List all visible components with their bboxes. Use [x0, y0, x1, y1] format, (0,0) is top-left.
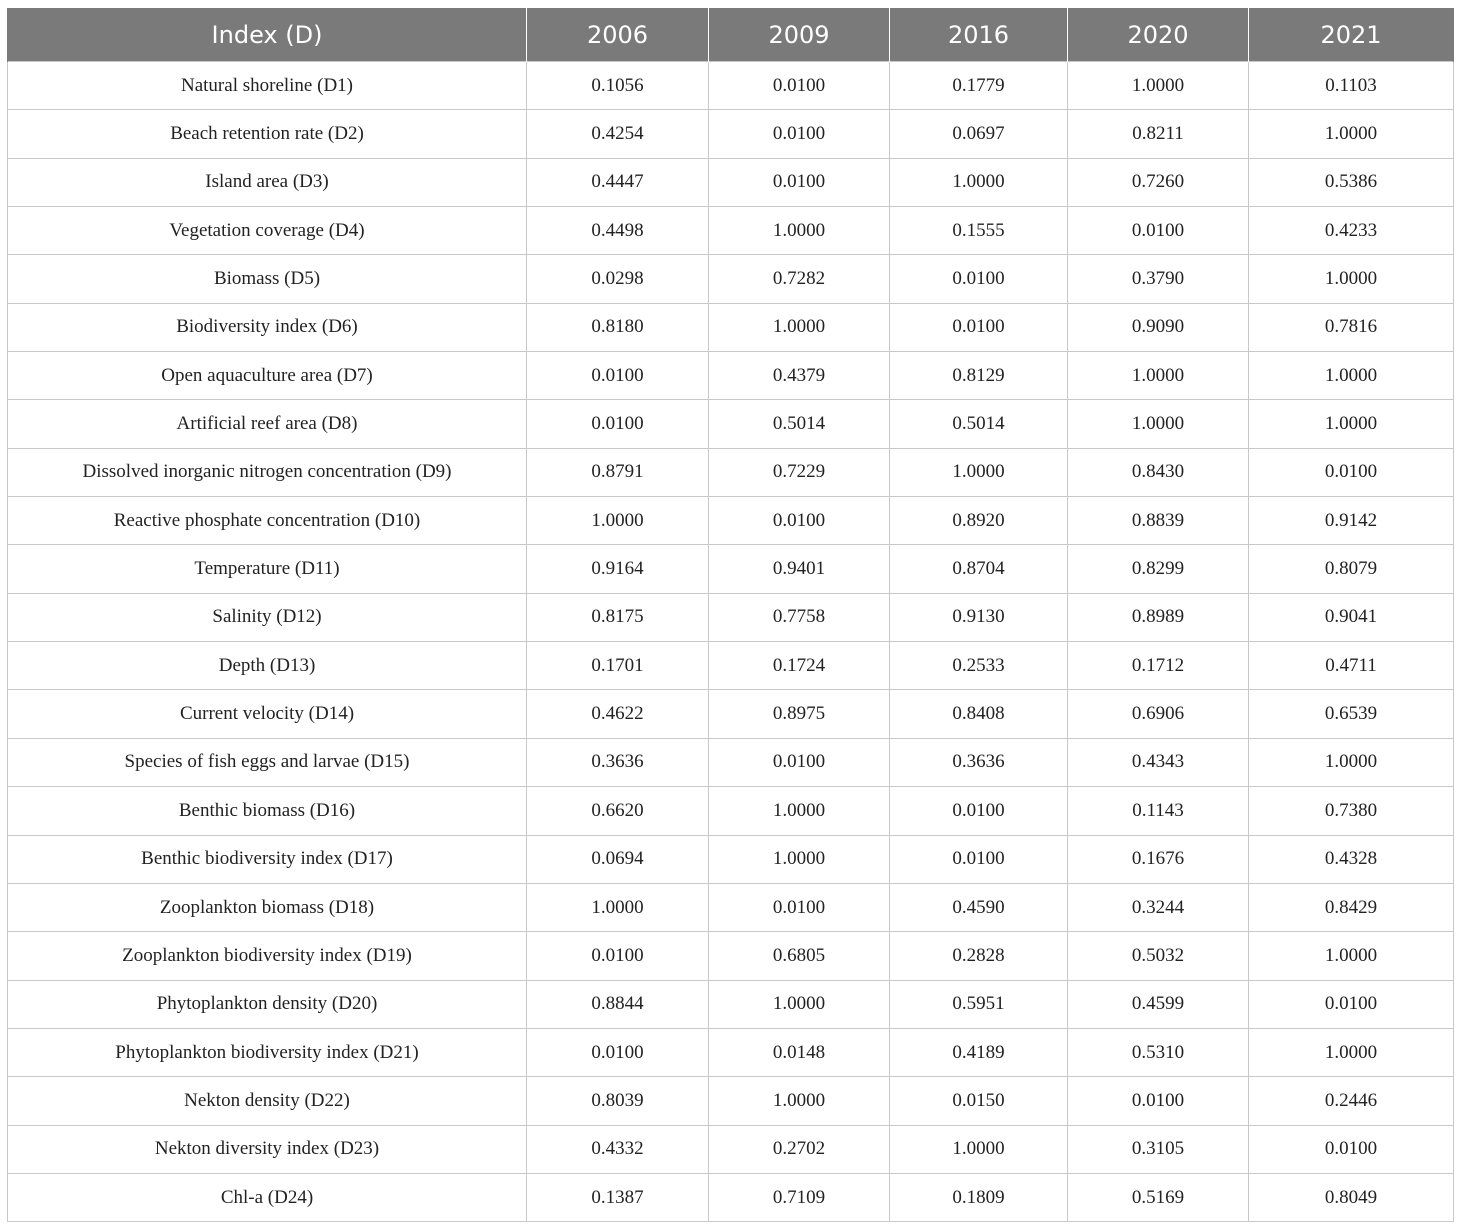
index-name-cell: Beach retention rate (D2) — [8, 110, 527, 158]
index-name-cell: Biodiversity index (D6) — [8, 303, 527, 351]
header-row — [8, 9, 1454, 62]
value-cell: 0.8989 — [1068, 593, 1249, 641]
value-cell: 0.0100 — [527, 1028, 709, 1076]
value-cell: 1.0000 — [1249, 255, 1454, 303]
value-cell: 1.0000 — [1249, 738, 1454, 786]
value-cell: 0.7816 — [1249, 303, 1454, 351]
value-cell: 0.4379 — [709, 352, 890, 400]
table-row — [8, 207, 1454, 255]
table-row — [8, 980, 1454, 1028]
index-name-cell: Natural shoreline (D1) — [8, 62, 527, 110]
value-cell: 0.0100 — [1068, 1077, 1249, 1125]
data-table-container — [7, 8, 1453, 1222]
value-cell: 1.0000 — [1068, 62, 1249, 110]
value-cell: 0.8049 — [1249, 1173, 1454, 1221]
value-cell: 0.1724 — [709, 642, 890, 690]
value-cell: 0.5386 — [1249, 158, 1454, 206]
value-cell: 0.3636 — [527, 738, 709, 786]
index-name-cell: Species of fish eggs and larvae (D15) — [8, 738, 527, 786]
value-cell: 0.0100 — [890, 303, 1068, 351]
index-name-cell: Benthic biodiversity index (D17) — [8, 835, 527, 883]
table-row — [8, 690, 1454, 738]
index-name-cell: Reactive phosphate concentration (D10) — [8, 497, 527, 545]
value-cell: 0.4343 — [1068, 738, 1249, 786]
value-cell: 0.0298 — [527, 255, 709, 303]
value-cell: 0.0694 — [527, 835, 709, 883]
index-name-cell: Dissolved inorganic nitrogen concentration (D9) — [8, 448, 527, 496]
value-cell: 0.0100 — [527, 352, 709, 400]
value-cell: 0.8839 — [1068, 497, 1249, 545]
column-header-year: 2006 — [527, 9, 709, 62]
value-cell: 0.8079 — [1249, 545, 1454, 593]
value-cell: 0.1103 — [1249, 62, 1454, 110]
value-cell: 0.5310 — [1068, 1028, 1249, 1076]
column-header-year: 2016 — [890, 9, 1068, 62]
value-cell: 0.1143 — [1068, 787, 1249, 835]
value-cell: 1.0000 — [527, 497, 709, 545]
index-name-cell: Depth (D13) — [8, 642, 527, 690]
value-cell: 0.5014 — [890, 400, 1068, 448]
table-row — [8, 62, 1454, 110]
table-row — [8, 1125, 1454, 1173]
value-cell: 0.2533 — [890, 642, 1068, 690]
value-cell: 0.0100 — [709, 158, 890, 206]
index-name-cell: Temperature (D11) — [8, 545, 527, 593]
value-cell: 0.4447 — [527, 158, 709, 206]
value-cell: 0.1712 — [1068, 642, 1249, 690]
index-name-cell: Current velocity (D14) — [8, 690, 527, 738]
value-cell: 0.0100 — [709, 497, 890, 545]
value-cell: 0.8039 — [527, 1077, 709, 1125]
table-row — [8, 158, 1454, 206]
table-row — [8, 545, 1454, 593]
index-name-cell: Biomass (D5) — [8, 255, 527, 303]
value-cell: 1.0000 — [1249, 400, 1454, 448]
value-cell: 0.3105 — [1068, 1125, 1249, 1173]
value-cell: 0.0100 — [890, 787, 1068, 835]
value-cell: 0.0100 — [1249, 1125, 1454, 1173]
value-cell: 1.0000 — [709, 1077, 890, 1125]
value-cell: 0.6620 — [527, 787, 709, 835]
value-cell: 0.0148 — [709, 1028, 890, 1076]
value-cell: 1.0000 — [1249, 1028, 1454, 1076]
value-cell: 0.8175 — [527, 593, 709, 641]
column-header-year: 2021 — [1249, 9, 1454, 62]
table-row — [8, 110, 1454, 158]
value-cell: 0.0100 — [709, 883, 890, 931]
table-row — [8, 883, 1454, 931]
value-cell: 0.9142 — [1249, 497, 1454, 545]
value-cell: 0.8844 — [527, 980, 709, 1028]
index-name-cell: Vegetation coverage (D4) — [8, 207, 527, 255]
value-cell: 0.6805 — [709, 932, 890, 980]
value-cell: 1.0000 — [1249, 932, 1454, 980]
table-row — [8, 642, 1454, 690]
value-cell: 0.4599 — [1068, 980, 1249, 1028]
table-row — [8, 738, 1454, 786]
value-cell: 0.1555 — [890, 207, 1068, 255]
table-header — [8, 9, 1454, 62]
value-cell: 0.4233 — [1249, 207, 1454, 255]
value-cell: 0.8791 — [527, 448, 709, 496]
value-cell: 0.1809 — [890, 1173, 1068, 1221]
value-cell: 1.0000 — [890, 158, 1068, 206]
value-cell: 1.0000 — [1249, 110, 1454, 158]
index-name-cell: Phytoplankton density (D20) — [8, 980, 527, 1028]
value-cell: 0.4328 — [1249, 835, 1454, 883]
value-cell: 0.0100 — [709, 738, 890, 786]
value-cell: 0.4189 — [890, 1028, 1068, 1076]
value-cell: 0.5014 — [709, 400, 890, 448]
value-cell: 0.4254 — [527, 110, 709, 158]
value-cell: 1.0000 — [1068, 352, 1249, 400]
value-cell: 0.5951 — [890, 980, 1068, 1028]
index-table — [7, 8, 1454, 1222]
column-header-year: 2009 — [709, 9, 890, 62]
index-name-cell: Nekton diversity index (D23) — [8, 1125, 527, 1173]
value-cell: 0.2446 — [1249, 1077, 1454, 1125]
value-cell: 0.2702 — [709, 1125, 890, 1173]
index-name-cell: Nekton density (D22) — [8, 1077, 527, 1125]
table-row — [8, 787, 1454, 835]
value-cell: 0.0100 — [890, 835, 1068, 883]
value-cell: 0.0100 — [1249, 448, 1454, 496]
value-cell: 0.1779 — [890, 62, 1068, 110]
value-cell: 0.9090 — [1068, 303, 1249, 351]
table-row — [8, 448, 1454, 496]
value-cell: 0.1056 — [527, 62, 709, 110]
value-cell: 0.0150 — [890, 1077, 1068, 1125]
index-name-cell: Zooplankton biodiversity index (D19) — [8, 932, 527, 980]
index-name-cell: Island area (D3) — [8, 158, 527, 206]
table-row — [8, 400, 1454, 448]
value-cell: 0.9164 — [527, 545, 709, 593]
value-cell: 0.6906 — [1068, 690, 1249, 738]
table-row — [8, 255, 1454, 303]
value-cell: 1.0000 — [890, 1125, 1068, 1173]
value-cell: 0.0100 — [527, 932, 709, 980]
value-cell: 1.0000 — [1249, 352, 1454, 400]
value-cell: 0.6539 — [1249, 690, 1454, 738]
value-cell: 0.8920 — [890, 497, 1068, 545]
value-cell: 1.0000 — [709, 835, 890, 883]
value-cell: 0.4498 — [527, 207, 709, 255]
value-cell: 0.8180 — [527, 303, 709, 351]
value-cell: 0.3244 — [1068, 883, 1249, 931]
value-cell: 0.8408 — [890, 690, 1068, 738]
index-name-cell: Zooplankton biomass (D18) — [8, 883, 527, 931]
index-name-cell: Chl-a (D24) — [8, 1173, 527, 1221]
value-cell: 1.0000 — [1068, 400, 1249, 448]
table-row — [8, 352, 1454, 400]
value-cell: 0.0100 — [527, 400, 709, 448]
value-cell: 0.1701 — [527, 642, 709, 690]
value-cell: 0.0100 — [709, 110, 890, 158]
value-cell: 1.0000 — [527, 883, 709, 931]
value-cell: 0.4590 — [890, 883, 1068, 931]
value-cell: 0.4711 — [1249, 642, 1454, 690]
value-cell: 0.3636 — [890, 738, 1068, 786]
value-cell: 0.1676 — [1068, 835, 1249, 883]
value-cell: 0.8299 — [1068, 545, 1249, 593]
table-row — [8, 497, 1454, 545]
table-row — [8, 932, 1454, 980]
value-cell: 0.1387 — [527, 1173, 709, 1221]
index-name-cell: Benthic biomass (D16) — [8, 787, 527, 835]
value-cell: 1.0000 — [709, 303, 890, 351]
index-name-cell: Open aquaculture area (D7) — [8, 352, 527, 400]
index-name-cell: Phytoplankton biodiversity index (D21) — [8, 1028, 527, 1076]
value-cell: 0.2828 — [890, 932, 1068, 980]
table-row — [8, 1173, 1454, 1221]
value-cell: 0.7380 — [1249, 787, 1454, 835]
value-cell: 0.5169 — [1068, 1173, 1249, 1221]
index-name-cell: Salinity (D12) — [8, 593, 527, 641]
value-cell: 0.8429 — [1249, 883, 1454, 931]
value-cell: 1.0000 — [709, 207, 890, 255]
table-row — [8, 1028, 1454, 1076]
value-cell: 0.4622 — [527, 690, 709, 738]
value-cell: 1.0000 — [709, 980, 890, 1028]
value-cell: 0.7229 — [709, 448, 890, 496]
value-cell: 0.7282 — [709, 255, 890, 303]
value-cell: 0.9401 — [709, 545, 890, 593]
value-cell: 0.7758 — [709, 593, 890, 641]
value-cell: 0.4332 — [527, 1125, 709, 1173]
table-row — [8, 835, 1454, 883]
value-cell: 0.0100 — [1068, 207, 1249, 255]
value-cell: 0.0100 — [709, 62, 890, 110]
column-header-year: 2020 — [1068, 9, 1249, 62]
value-cell: 0.8129 — [890, 352, 1068, 400]
value-cell: 0.5032 — [1068, 932, 1249, 980]
value-cell: 0.8975 — [709, 690, 890, 738]
table-row — [8, 593, 1454, 641]
value-cell: 1.0000 — [890, 448, 1068, 496]
column-header-index: Index (D) — [8, 9, 527, 62]
table-body — [8, 62, 1454, 1222]
table-row — [8, 303, 1454, 351]
value-cell: 0.3790 — [1068, 255, 1249, 303]
value-cell: 0.0697 — [890, 110, 1068, 158]
value-cell: 0.7260 — [1068, 158, 1249, 206]
value-cell: 0.0100 — [1249, 980, 1454, 1028]
value-cell: 0.9041 — [1249, 593, 1454, 641]
index-name-cell: Artificial reef area (D8) — [8, 400, 527, 448]
value-cell: 0.0100 — [890, 255, 1068, 303]
value-cell: 0.7109 — [709, 1173, 890, 1221]
table-row — [8, 1077, 1454, 1125]
value-cell: 0.8211 — [1068, 110, 1249, 158]
value-cell: 0.9130 — [890, 593, 1068, 641]
value-cell: 0.8704 — [890, 545, 1068, 593]
value-cell: 1.0000 — [709, 787, 890, 835]
value-cell: 0.8430 — [1068, 448, 1249, 496]
